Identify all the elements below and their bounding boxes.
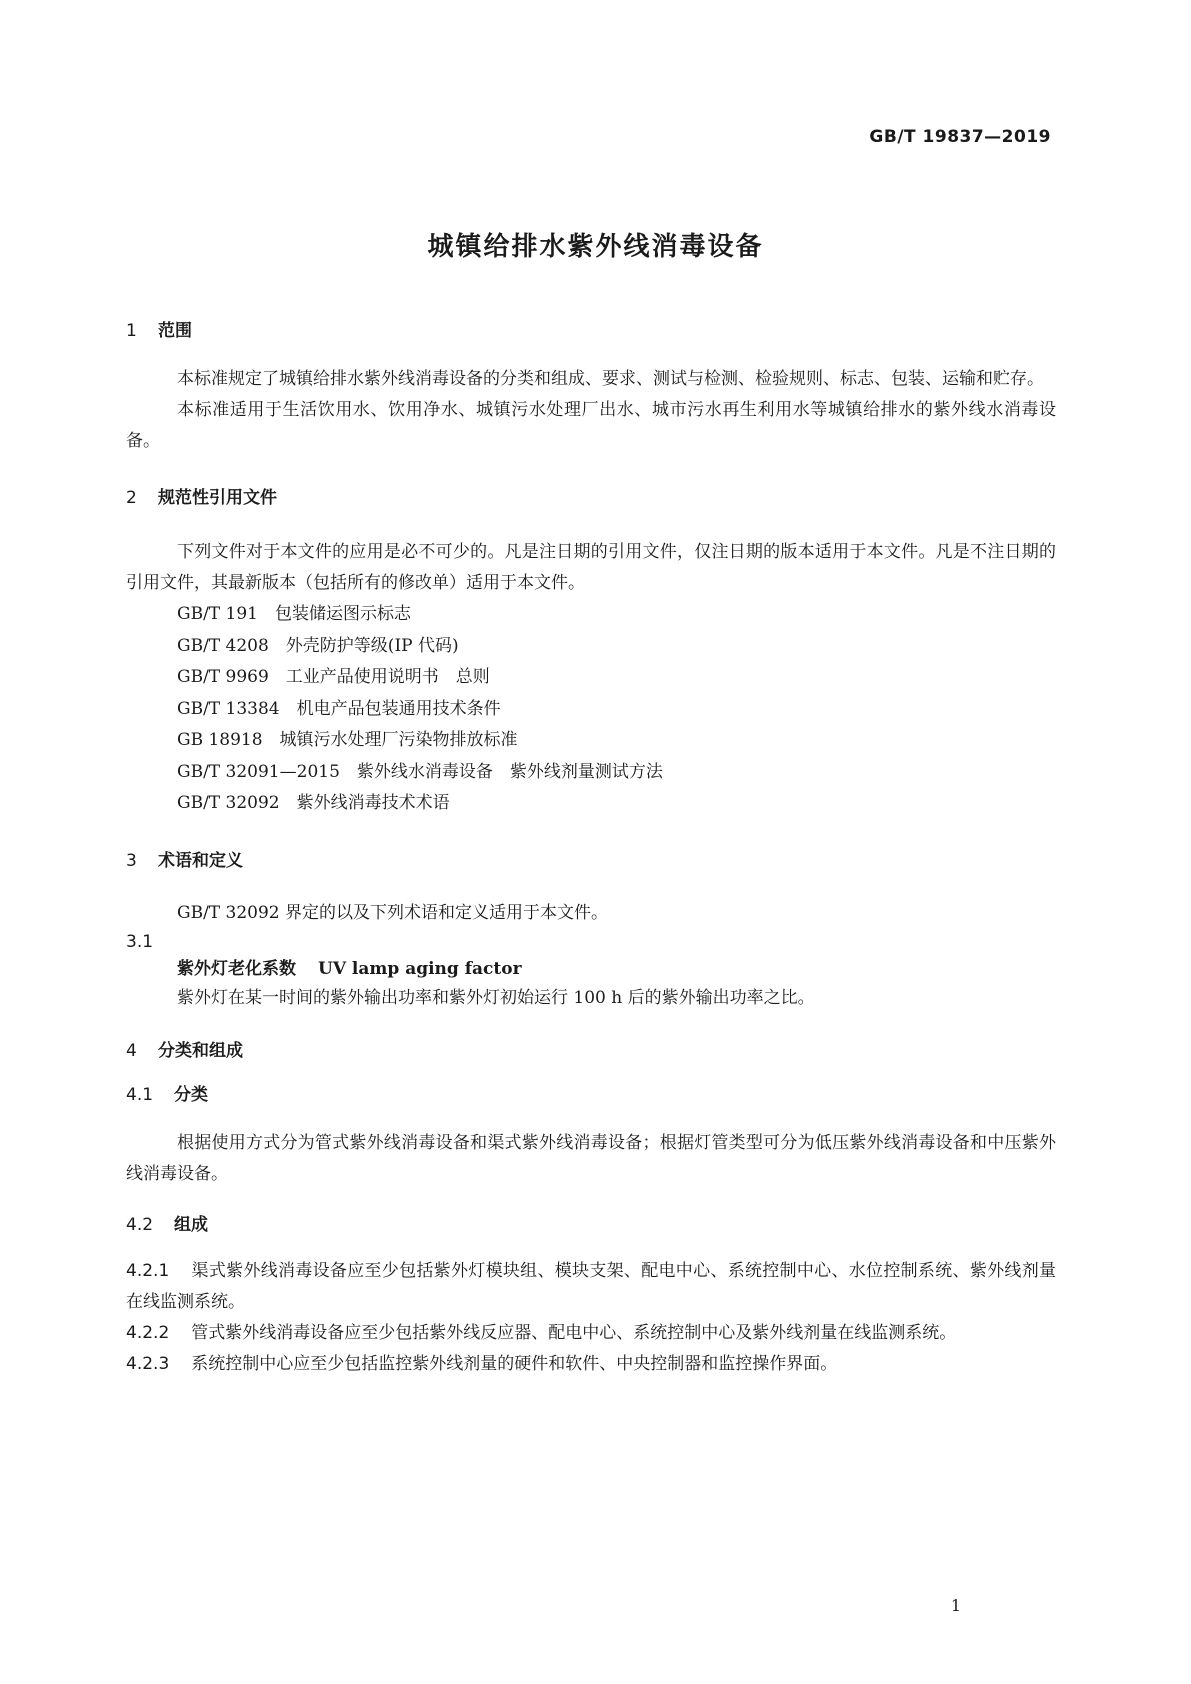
- clause-text: 管式紫外线消毒设备应至少包括紫外线反应器、配电中心、系统控制中心及紫外线剂量在线监测系统。: [191, 1322, 957, 1343]
- clause-4-2-3: [126, 1349, 1056, 1380]
- paragraph: GB/T 32092 界定的以及下列术语和定义适用于本文件。: [177, 902, 609, 923]
- term-definition: 紫外灯在某一时间的紫外输出功率和紫外灯初始运行 100 h 后的紫外输出功率之比。: [177, 987, 815, 1008]
- reference-item: GB/T 32092 紫外线消毒技术术语: [177, 793, 450, 813]
- reference-item: GB/T 13384 机电产品包装通用技术条件: [177, 698, 501, 719]
- subsection-title: 组成: [174, 1214, 208, 1235]
- subsection-number: 4.2: [126, 1214, 154, 1235]
- section-3-heading: [126, 848, 1056, 874]
- section-title: 分类和组成: [158, 1040, 243, 1061]
- clause-4-2-1: [126, 1256, 1056, 1318]
- section-number: 1: [126, 321, 137, 341]
- clause-number: 4.2.1: [126, 1260, 170, 1281]
- document-title: 城镇给排水紫外线消毒设备: [427, 232, 764, 262]
- paragraph: 根据使用方式分为管式紫外线消毒设备和渠式紫外线消毒设备；根据灯管类型可分为低压紫外线消毒设备和中压紫外线消毒设备。: [126, 1132, 1056, 1184]
- term-name-chinese: 紫外灯老化系数: [177, 958, 296, 979]
- term-name-english: UV lamp aging factor: [318, 958, 522, 979]
- section-number: 3: [126, 850, 137, 871]
- page-number: 1: [950, 1596, 961, 1615]
- paragraph: 下列文件对于本文件的应用是必不可少的。凡是注日期的引用文件，仅注日期的版本适用于本文件。凡是不注日期的引用文件，其最新版本（包括所有的修改单）适用于本文件。: [126, 542, 1056, 593]
- reference-item: GB/T 32091—2015 紫外线水消毒设备 紫外线剂量测试方法: [177, 761, 663, 782]
- section-title: 规范性引用文件: [158, 488, 277, 508]
- section-title: 范围: [158, 321, 192, 341]
- section-1-heading: [126, 318, 1056, 344]
- reference-item: GB/T 9969 工业产品使用说明书 总则: [177, 667, 490, 687]
- document-body: [126, 318, 1056, 1380]
- subsection-number: 4.1: [126, 1084, 154, 1105]
- clause-number: 4.2.2: [126, 1322, 170, 1343]
- reference-item: GB/T 191 包装储运图示标志: [177, 604, 411, 624]
- subsection-title: 分类: [174, 1084, 208, 1105]
- paragraph: 本标准适用于生活饮用水、饮用净水、城镇污水处理厂出水、城市污水再生利用水等城镇给排水的紫外线水消毒设备。: [126, 400, 1056, 451]
- reference-item: GB/T 4208 外壳防护等级(IP 代码): [177, 635, 459, 656]
- reference-item: GB 18918 城镇污水处理厂污染物排放标准: [177, 730, 518, 750]
- clause-text: 系统控制中心应至少包括监控紫外线剂量的硬件和软件、中央控制器和监控操作界面。: [191, 1353, 838, 1374]
- subsection-4-1-heading: [126, 1082, 1056, 1108]
- section-number: 2: [126, 488, 137, 508]
- subsection-4-2-heading: [126, 1212, 1056, 1238]
- term-number: 3.1: [126, 931, 154, 952]
- clause-number: 4.2.3: [126, 1353, 170, 1374]
- standard-code: GB/T 19837—2019: [869, 127, 1051, 147]
- section-title: 术语和定义: [158, 850, 243, 871]
- clause-text: 渠式紫外线消毒设备应至少包括紫外灯模块组、模块支架、配电中心、系统控制中心、水位控制系统、紫外线剂量在线监测系统。: [126, 1260, 1056, 1312]
- section-4-heading: [126, 1038, 1056, 1064]
- term-name: [126, 956, 1056, 983]
- section-number: 4: [126, 1040, 137, 1061]
- paragraph: 本标准规定了城镇给排水紫外线消毒设备的分类和组成、要求、测试与检测、检验规则、标志、包装、运输和贮存。: [177, 369, 1044, 389]
- section-2-heading: [126, 485, 1056, 511]
- clause-4-2-2: [126, 1318, 1056, 1349]
